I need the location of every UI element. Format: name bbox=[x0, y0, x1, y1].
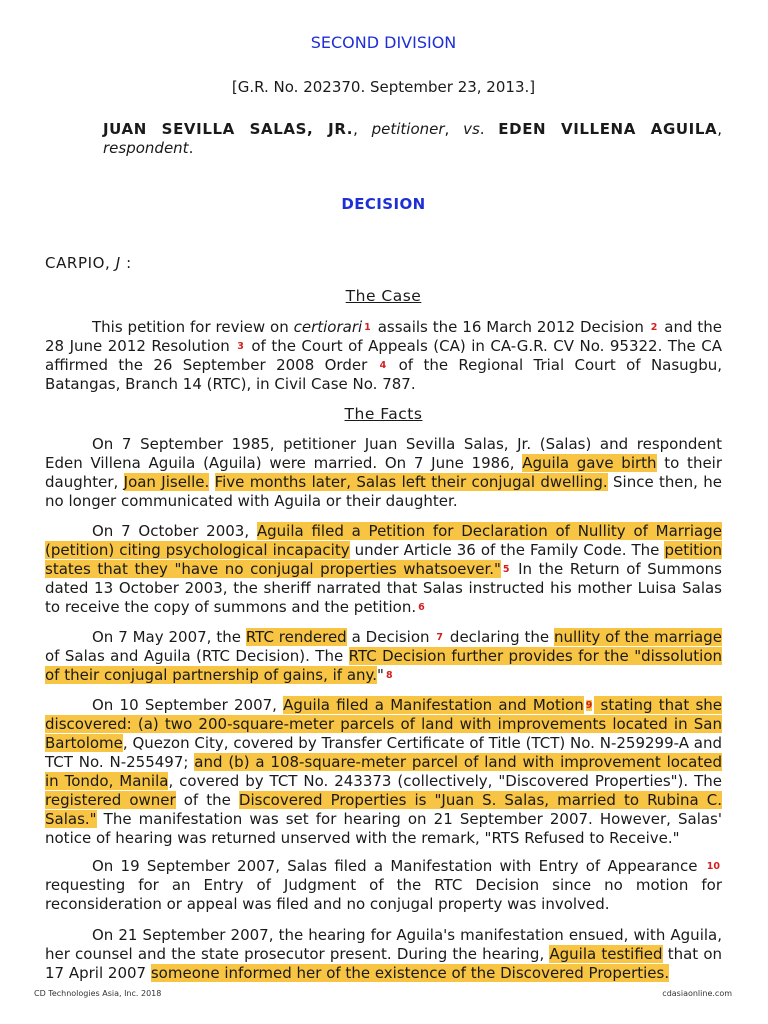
highlight: Aguila gave birth bbox=[522, 454, 657, 472]
highlight: and (b) a 108-square-meter parcel of land with improvement located in Tondo, Manila bbox=[45, 753, 722, 790]
highlight: nullity of the marriage bbox=[554, 628, 723, 646]
footnote-link-1[interactable]: 1 bbox=[364, 322, 371, 333]
highlight: Aguila filed a Manifestation and Motion bbox=[283, 696, 584, 714]
highlight: someone informed her of the existence of the Discovered Properties. bbox=[150, 964, 670, 982]
footnote-link-5[interactable]: 5 bbox=[502, 564, 510, 575]
section-heading-case: The Case bbox=[345, 287, 422, 305]
highlight: registered owner bbox=[45, 791, 176, 809]
respondent-role: respondent bbox=[103, 139, 189, 157]
highlight: petition states that they "have no conjugal properties whatsoever." bbox=[45, 541, 722, 578]
paragraph-facts-1: On 7 September 1985, petitioner Juan Sevilla Salas, Jr. (Salas) and respondent Eden Villena Aguila (Aguila) were married. On 7 June 1986, Aguila gave birth to their daughter, Joan Jiselle. Five months later, Salas left their conjugal dwelling. Since then, he no longer communicated with Aguila or their daughter. bbox=[45, 435, 723, 510]
footnote-link-8[interactable]: 8 bbox=[385, 670, 393, 681]
highlight: Joan Jiselle. bbox=[123, 473, 210, 491]
versus-label: vs bbox=[463, 120, 480, 138]
highlight: Five months later, Salas left their conjugal dwelling. bbox=[214, 473, 608, 491]
respondent-name: EDEN VILLENA AGUILA bbox=[498, 120, 718, 138]
highlight: Aguila testified bbox=[549, 945, 663, 963]
footnote-link-6[interactable]: 6 bbox=[418, 602, 425, 613]
paragraph-facts-6: On 21 September 2007, the hearing for Aguila's manifestation ensued, with Aguila, her counsel and the state prosecutor present. During the hearing, Aguila testified that on 17 April 2007 someone informed her of the existence of the Discovered Properties. bbox=[45, 926, 723, 982]
highlight: Discovered Properties is "Juan S. Salas, married to Rubina C. Salas." bbox=[45, 791, 722, 828]
ponente: CARPIO, J : bbox=[45, 254, 132, 272]
section-heading-facts: The Facts bbox=[344, 405, 423, 423]
paragraph-case: This petition for review on certiorari 1 assails the 16 March 2012 Decision 2 and the 28 June 2012 Resolution 3 of the Court of Appeals (CA) in CA-G.R. CV No. 95322. The CA affirmed the 26 September 2008 Order 4 of the Regional Trial Court of Nasugbu, Batangas, Branch 14 (RTC), in Civil Case No. 787. bbox=[45, 318, 722, 393]
case-parties: JUAN SEVILLA SALAS, JR., petitioner, vs. EDEN VILLENA AGUILA, respondent. bbox=[103, 120, 722, 157]
highlight: Aguila filed a Petition for Declaration of Nullity of Marriage (petition) citing psychological incapacity bbox=[45, 522, 722, 559]
paragraph-facts-5: On 19 September 2007, Salas filed a Manifestation with Entry of Appearance 10 requesting for an Entry of Judgment of the RTC Decision since no motion for reconsideration or appeal was filed and no conjugal property was involved. bbox=[45, 857, 722, 913]
paragraph-facts-2: On 7 October 2003, Aguila filed a Petition for Declaration of Nullity of Marriage (petition) citing psychological incapacity under Article 36 of the Family Code. The petition states that they "have no conjugal properties whatsoever." 5 In the Return of Summons dated 13 October 2003, the sheriff narrated that Salas instructed his mother Luisa Salas to receive the copy of summons and the petition. 6 bbox=[45, 522, 723, 616]
petitioner-role: petitioner bbox=[371, 120, 445, 138]
paragraph-facts-4: On 10 September 2007, Aguila filed a Manifestation and Motion 9 stating that she discovered: (a) two 200-square-meter parcels of land with improvements located in San Bartolome, Quezon City, covered by Transfer Certificate of Title (TCT) No. N-259299-A and TCT No. N-255497; and (b) a 108-square-meter parcel of land with improvement located in Tondo, Manila, covered by TCT No. 243373 (collectively, "Discovered Properties"). The registered owner of the Discovered Properties is "Juan S. Salas, married to Rubina C. Salas." The manifestation was set for hearing on 21 September 2007. However, Salas' notice of hearing was returned unserved with the remark, "RTS Refused to Receive." bbox=[45, 696, 722, 847]
ponente-title: J bbox=[115, 254, 121, 272]
decision-title: DECISION bbox=[341, 195, 426, 213]
footnote-link-7[interactable]: 7 bbox=[436, 632, 444, 643]
footnote-link-3[interactable]: 3 bbox=[237, 341, 244, 352]
highlight: stating that she discovered: (a) two 200-square-meter parcels of land with improvements located in San Bartolome bbox=[45, 696, 722, 752]
footnote-link-10[interactable]: 10 bbox=[706, 861, 720, 872]
division-heading: SECOND DIVISION bbox=[310, 33, 457, 52]
footer-copyright: CD Technologies Asia, Inc. 2018 bbox=[34, 989, 162, 998]
footnote-link-4[interactable]: 4 bbox=[379, 360, 387, 371]
case-number: [G.R. No. 202370. September 23, 2013.] bbox=[231, 78, 536, 96]
paragraph-facts-3: On 7 May 2007, the RTC rendered a Decision 7 declaring the nullity of the marriage of Salas and Aguila (RTC Decision). The RTC Decision further provides for the "dissolution of their conjugal partnership of gains, if any." 8 bbox=[45, 628, 723, 684]
footer-site: cdasiaonline.com bbox=[662, 989, 732, 998]
ponente-name: CARPIO, bbox=[45, 254, 111, 272]
footnote-link-9[interactable]: 9 bbox=[585, 700, 593, 711]
highlight: RTC Decision further provides for the "dissolution of their conjugal partnership of gains, if any. bbox=[45, 647, 722, 684]
footnote-link-2[interactable]: 2 bbox=[650, 322, 658, 333]
petitioner-name: JUAN SEVILLA SALAS, JR. bbox=[103, 120, 354, 138]
highlight: RTC rendered bbox=[245, 628, 347, 646]
